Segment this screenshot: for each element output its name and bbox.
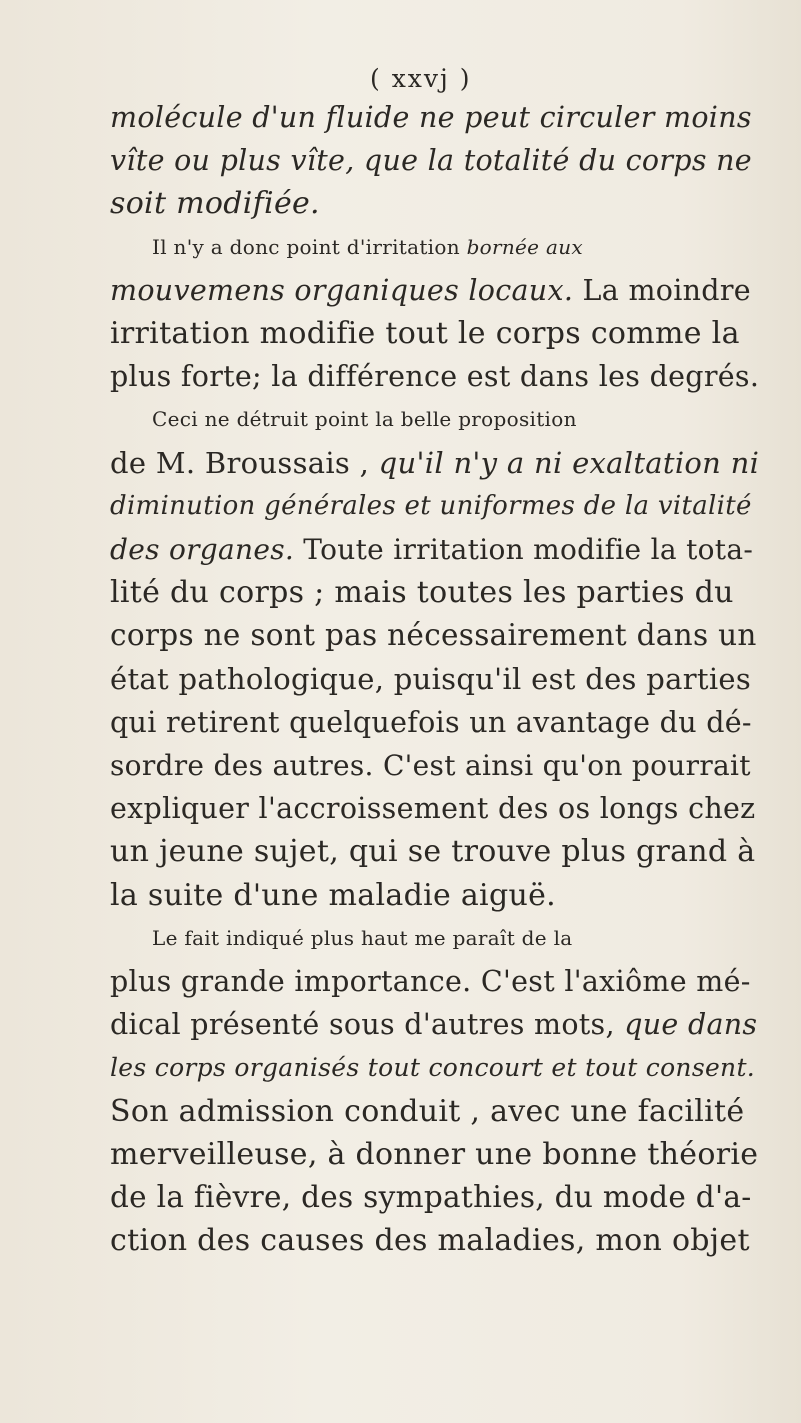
- roman-text: Il n'y a donc point d'irritation: [152, 234, 467, 259]
- italic-text: molécule d'un fluide ne peut circuler moins: [110, 101, 752, 134]
- roman-text: la suite d'une maladie aiguë.: [110, 877, 556, 913]
- text-line: [110, 1133, 761, 1176]
- text-line: [110, 960, 761, 1003]
- roman-text: corps ne sont pas nécessairement dans un: [110, 618, 757, 653]
- text-line: [110, 787, 761, 830]
- roman-text: expliquer l'accroissement des os longs chez: [110, 792, 756, 826]
- italic-text: que dans: [624, 1008, 758, 1042]
- italic-text: les corps organisés tout concourt et tout consent.: [110, 1053, 756, 1083]
- roman-text: dical présenté sous d'autres mots,: [110, 1008, 625, 1042]
- text-line: [110, 485, 761, 528]
- text-line: [110, 139, 761, 182]
- italic-text: bornée aux: [466, 234, 583, 259]
- text-line: [110, 1219, 761, 1262]
- text-line: [110, 917, 761, 960]
- roman-text: lité du corps ; mais toutes les parties du: [110, 575, 734, 611]
- text-line: [110, 182, 761, 225]
- roman-text: ction des causes des maladies, mon objet: [110, 1223, 750, 1259]
- italic-text: vîte ou plus vîte, que la totalité du corps ne: [110, 144, 752, 178]
- text-line: [110, 658, 761, 701]
- roman-text: La moindre: [573, 273, 751, 307]
- roman-text: plus grande importance. C'est l'axiôme mé-: [110, 965, 751, 999]
- text-line: [110, 874, 761, 917]
- roman-text: Le fait indiqué plus haut me paraît de la: [152, 925, 573, 950]
- text-line: [110, 571, 761, 614]
- text-line: [110, 398, 761, 441]
- roman-text: sordre des autres. C'est ainsi qu'on pourrait: [110, 749, 751, 783]
- italic-text: soit modifiée.: [110, 186, 320, 222]
- italic-text: qu'il n'y a ni exaltation ni: [378, 445, 760, 480]
- roman-text: plus forte; la différence est dans les degrés.: [110, 360, 760, 394]
- text-line: [110, 1090, 761, 1133]
- page-number: ( xxvj ): [370, 64, 472, 93]
- text-line: [110, 226, 761, 269]
- italic-text: diminution générales et uniformes de la vitalité: [110, 490, 752, 521]
- text-line: [110, 614, 761, 657]
- roman-text: Ceci ne détruit point la belle proposition: [152, 407, 577, 432]
- roman-text: état pathologique, puisqu'il est des parties: [110, 661, 752, 696]
- roman-text: de la fièvre, des sympathies, du mode d'a-: [110, 1180, 752, 1215]
- text-line: [110, 269, 761, 312]
- italic-text: des organes.: [110, 533, 295, 567]
- roman-text: de M. Broussais ,: [110, 445, 379, 480]
- roman-text: Toute irritation modifie la tota-: [294, 533, 754, 567]
- text-line: [110, 744, 761, 787]
- text-line: [110, 355, 761, 398]
- text-line: [110, 442, 761, 485]
- roman-text: Son admission conduit , avec une facilité: [110, 1093, 745, 1129]
- roman-text: qui retirent quelquefois un avantage du dé-: [110, 705, 752, 739]
- roman-text: un jeune sujet, qui se trouve plus grand à: [110, 834, 756, 870]
- text-line: [110, 1046, 761, 1089]
- text-line: [110, 830, 761, 873]
- text-line: [110, 96, 761, 139]
- italic-text: mouvemens organiques locaux.: [110, 273, 574, 307]
- text-line: [110, 701, 761, 744]
- text-line: [110, 1176, 761, 1219]
- roman-text: irritation modifie tout le corps comme la: [110, 316, 740, 352]
- text-line: [110, 528, 761, 571]
- text-body: [110, 96, 761, 1262]
- roman-text: merveilleuse, à donner une bonne théorie: [110, 1136, 759, 1172]
- text-line: [110, 1003, 761, 1046]
- text-line: [110, 312, 761, 355]
